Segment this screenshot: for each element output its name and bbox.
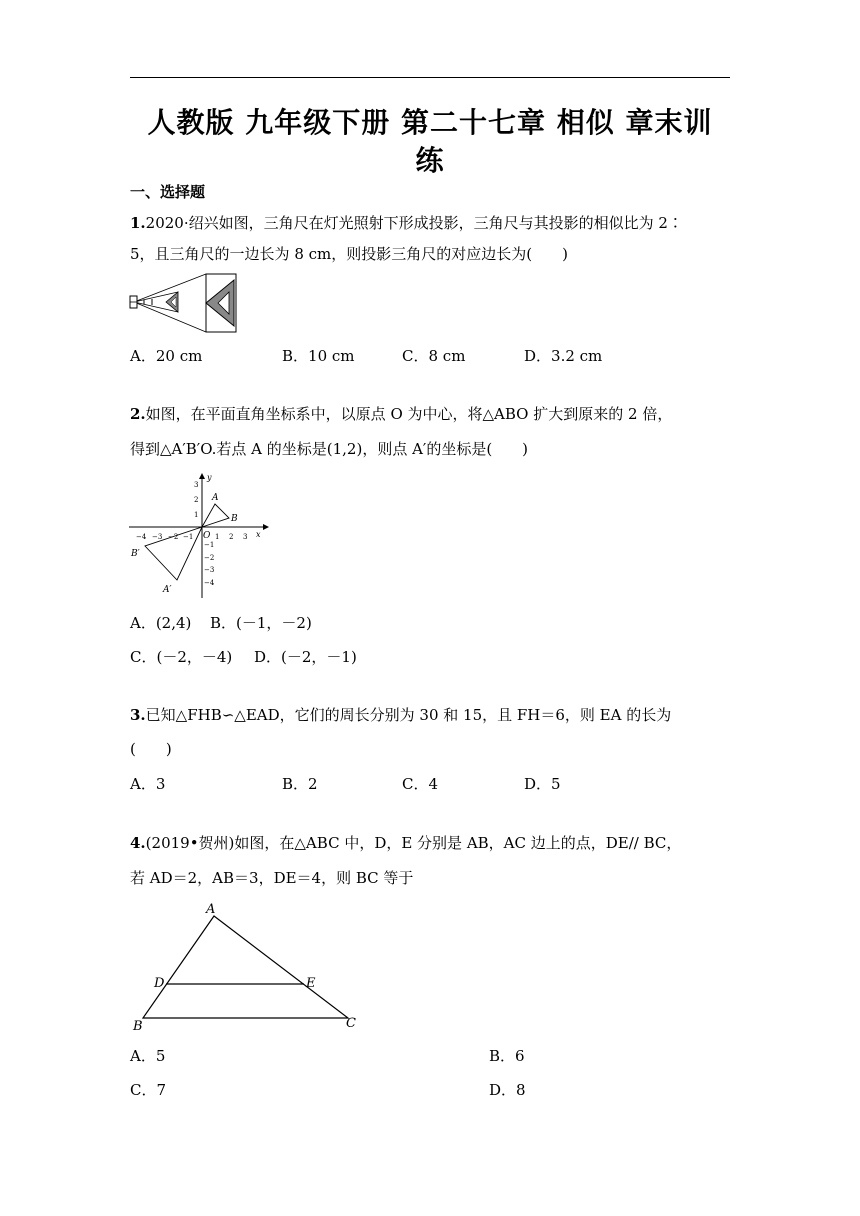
q4-option-c[interactable]: C．7 (130, 1081, 167, 1099)
q2-option-b[interactable]: B．(－1，－2) (210, 614, 312, 632)
q4-point-a: A (206, 902, 216, 917)
q1-figure-projection (128, 272, 240, 336)
q1-line-1 (130, 213, 683, 233)
q1-option-b[interactable]: B．10 cm (282, 347, 355, 365)
q2-ytick: −1 (204, 541, 215, 549)
q2-x-axis-label: x (256, 530, 261, 539)
q2-option-d[interactable]: D．(－2，－1) (254, 648, 357, 666)
q4-point-c: C (346, 1016, 356, 1031)
q4-option-a[interactable]: A．5 (130, 1047, 166, 1065)
q2-point-a: A (212, 493, 219, 503)
q1-number: 1. (130, 214, 146, 232)
q2-option-c[interactable]: C．(－2，－4) (130, 648, 233, 666)
q2-xtick: 2 (229, 533, 234, 541)
q2-point-a-prime: A′ (163, 585, 172, 595)
q3-text-1: 已知△FHB∽△EAD，它们的周长分别为 30 和 15，且 FH＝6，则 EA 的长为 (145, 706, 672, 724)
q4-text-1: (2019•贺州)如图，在△ABC 中，D，E 分别是 AB，AC 边上的点，DE// BC， (145, 834, 682, 852)
q2-option-a[interactable]: A．(2,4) (130, 614, 192, 632)
q3-line-1 (130, 705, 671, 725)
document-title (130, 104, 730, 180)
q3-option-b[interactable]: B．2 (282, 775, 318, 793)
q4-line-1 (130, 833, 681, 853)
q4-option-d[interactable]: D．8 (489, 1081, 526, 1099)
q4-point-d: D (154, 976, 165, 991)
q1-option-a[interactable]: A．20 cm (130, 347, 203, 365)
q2-origin-label: O (203, 531, 211, 541)
q3-option-a[interactable]: A．3 (130, 775, 166, 793)
q2-point-b-prime: B′ (131, 549, 140, 559)
q3-option-c[interactable]: C．4 (402, 775, 439, 793)
q4-option-b[interactable]: B．6 (489, 1047, 525, 1065)
q3-line-2: ( ) (130, 740, 172, 758)
q2-xtick: −2 (168, 533, 179, 541)
title-line-1: 人教版 九年级下册 第二十七章 相似 章末训 (147, 106, 713, 139)
q2-text-1: 如图，在平面直角坐标系中，以原点 O 为中心，将△ABO 扩大到原来的 2 倍， (145, 405, 673, 423)
q2-ytick: −4 (204, 579, 215, 587)
q1-option-d[interactable]: D．3.2 cm (524, 347, 603, 365)
section-heading: 一、选择题 (130, 183, 206, 201)
q3-option-d[interactable]: D．5 (524, 775, 561, 793)
q4-number: 4. (130, 834, 146, 852)
q1-option-c[interactable]: C．8 cm (402, 347, 466, 365)
q2-ytick: 2 (194, 496, 199, 504)
q2-ytick: 1 (194, 511, 199, 519)
q2-line-1 (130, 404, 672, 424)
q1-line-2: 5，且三角尺的一边长为 8 cm，则投影三角尺的对应边长为( ) (130, 245, 568, 263)
q3-number: 3. (130, 706, 146, 724)
q4-point-b: B (133, 1019, 143, 1034)
q2-line-2: 得到△A′B′O.若点 A 的坐标是(1,2)，则点 A′的坐标是( ) (130, 440, 529, 458)
q2-xtick: −1 (183, 533, 194, 541)
q2-number: 2. (130, 405, 146, 423)
q2-xtick: −4 (136, 533, 147, 541)
q2-point-b: B (231, 514, 238, 524)
q2-figure-coordinate-plane (125, 470, 273, 602)
q2-xtick: 1 (215, 533, 220, 541)
q1-text-1: 2020·绍兴如图，三角尺在灯光照射下形成投影，三角尺与其投影的相似比为 2∶ (145, 214, 683, 232)
q4-figure-triangle (130, 898, 366, 1034)
q2-xtick: −3 (152, 533, 163, 541)
header-rule (130, 77, 730, 78)
q2-ytick: −2 (204, 554, 215, 562)
q2-ytick: −3 (204, 566, 215, 574)
q2-ytick: 3 (194, 481, 199, 489)
q4-line-2: 若 AD＝2，AB＝3，DE＝4，则 BC 等于 (130, 869, 414, 887)
q4-point-e: E (306, 976, 316, 991)
title-line-2: 练 (415, 144, 445, 177)
q2-xtick: 3 (243, 533, 248, 541)
q2-y-axis-label: y (207, 473, 212, 482)
